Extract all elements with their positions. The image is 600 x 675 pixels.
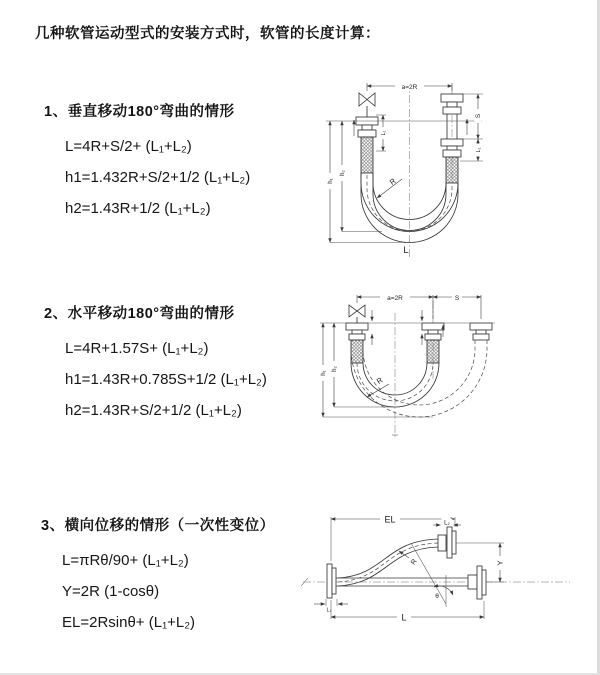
left-flange-fitting (356, 117, 378, 173)
formula-h1: h1=1.43R+0.785S+1/2 (L₁+L₂) (65, 371, 267, 388)
dim-label-l1-left: L₁ (381, 130, 387, 136)
dim-label-l2: L₂ (444, 520, 450, 527)
diagram-lateral-displacement (298, 503, 600, 638)
dim-label-h1: h₁ (328, 178, 335, 184)
formula-el: EL=2Rsinθ+ (L₁+L₂) (62, 614, 196, 631)
dim-label-h2: h₂ (332, 366, 339, 372)
formula-length: L=4R+1.57S+ (L₁+L₂) (65, 340, 209, 357)
page-title: 几种软管运动型式的安装方式时，软管的长度计算： (35, 26, 380, 42)
displaced-hose-curve (338, 527, 456, 586)
displaced-flange-fitting (470, 323, 492, 340)
formula-h2: h2=1.43R+1/2 (L₁+L₂) (65, 200, 211, 217)
diagram-horizontal-180-bend (310, 285, 600, 460)
dim-label-l1: L₁ (326, 607, 332, 614)
dim-label-el: EL (384, 514, 396, 525)
formula-length: L=πRθ/90+ (L₁+L₂) (62, 552, 189, 569)
dimension-lines (314, 514, 504, 619)
dim-label-h1: h₁ (321, 370, 328, 376)
section-1-heading: 1、垂直移动180°弯曲的情形 (44, 104, 235, 120)
dimension-lines (320, 295, 495, 435)
dim-label-a2r: a=2R (387, 295, 403, 302)
hose-u-curves (351, 340, 487, 417)
section-1 (44, 100, 324, 224)
dim-label-h2: h₂ (340, 170, 347, 176)
dim-label-l: L (403, 245, 409, 256)
dim-label-s: S (454, 295, 460, 302)
formula-length: L=4R+S/2+ (L₁+L₂) (65, 138, 192, 155)
dim-label-s: S (475, 113, 483, 119)
formula-h1: h1=1.432R+S/2+1/2 (L₁+L₂) (65, 169, 251, 186)
section-2-heading: 2、水平移动180°弯曲的情形 (44, 306, 235, 322)
dim-label-r: R (374, 375, 385, 386)
formula-y: Y=2R (1-cosθ) (62, 583, 160, 600)
dim-label-y: Y (495, 560, 505, 566)
dim-label-r: R (410, 558, 419, 567)
dim-label-l1-right: L₁ (476, 147, 482, 153)
valve-icon (359, 93, 375, 117)
section-3 (41, 514, 321, 638)
dim-label-a2r: a=2R (401, 83, 418, 91)
section-1-formulas (44, 131, 324, 224)
diagram-vertical-180-bend (310, 73, 600, 265)
formula-h2: h2=1.43R+S/2+1/2 (L₁+L₂) (65, 402, 242, 419)
left-flange-fitting (327, 564, 336, 598)
left-flange-fitting (346, 323, 368, 363)
dim-label-r: R (387, 176, 398, 187)
dim-label-l: L (401, 612, 407, 623)
section-2-formulas (44, 333, 324, 426)
section-2 (44, 302, 324, 426)
section-3-heading: 3、横向位移的情形（一次性变位） (41, 518, 275, 534)
right-flange-fitting (441, 94, 463, 183)
dim-label-theta: θ (435, 593, 439, 600)
middle-flange-fitting (422, 323, 444, 363)
section-3-formulas (41, 545, 321, 638)
valve-icon (349, 305, 365, 323)
